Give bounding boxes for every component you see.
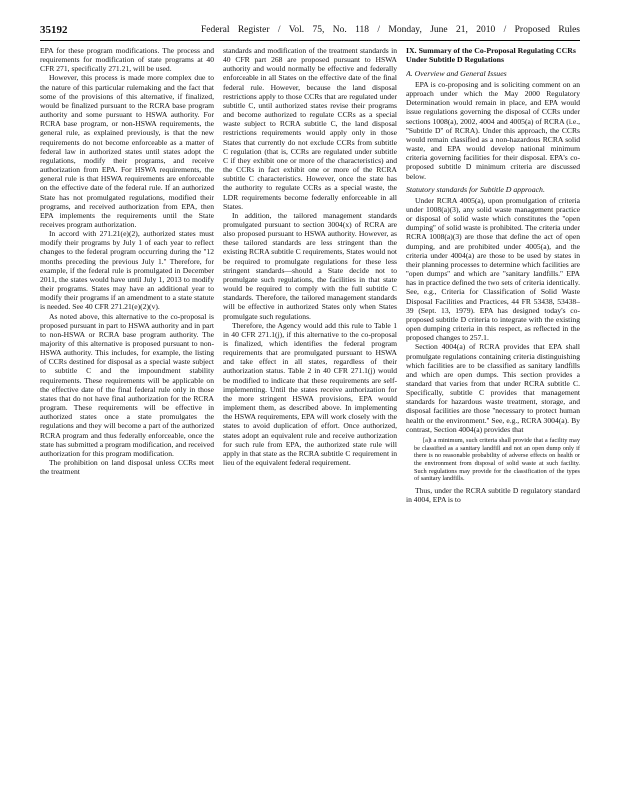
paragraph: In accord with 271.21(e)(2), authorized states must modify their programs by July 1 of each year to reflect changes to the federal program occurring during the ''12 months preceding the previous July 1.'' Therefore, for example, if the federal rule is promulgated in December 2011, the states would have until July 1, 2013 to modify their programs. States may have an additional year to modify their programs if an amendment to a state statute is needed. See 40 CFR 271.21(e)(2)(v). <box>40 229 214 312</box>
paragraph: As noted above, this alternative to the co-proposal is proposed pursuant in part to HSWA authority and in part to non-HSWA or RCRA base program authority. The majority of this alternative is proposed pursuant to non-HSWA authority. This includes, for example, the listing of CCRs destined for disposal as a special waste subject to subtitle C and the impoundment stability requirements. These requirements will be applicable on the effective date of the final federal rule only in those states that do not have final authorization for the RCRA program. These requirements will be effective in authorized states once a state promulgates the regulations and they will become a part of the authorized RCRA program and thus federally enforceable, once the state has submitted a program modification, and received authorization for this program modification. <box>40 311 214 458</box>
text-column-1 <box>40 46 214 788</box>
paragraph: standards and modification of the treatment standards in 40 CFR part 268 are proposed pursuant to HSWA authority and would normally be effective and federally enforceable in all States on the effective date of the final federal rule. However, because the land disposal restrictions apply to those CCRs that are regulated under subtitle C, until authorized states revise their programs and become authorized to regulate CCRs as a special waste subject to RCRA subtitle C, the land disposal restrictions requirements would apply only in those States that currently do not exclude CCRs from subtitle C regulation (that is, CCRs are regulated under subtitle C if they exhibit one or more of the characteristics) and the CCRs in fact exhibit one or more of the RCRA subtitle C characteristics. However, once the state has the authority to regulate CCRs as a special waste, the LDR requirements become federally enforceable in all States. <box>223 46 397 211</box>
header-rule <box>40 40 580 41</box>
subsection-heading: A. Overview and General Issues <box>406 68 507 78</box>
text-column-3 <box>406 46 580 788</box>
block-quote: [a]t a minimum, such criteria shall provide that a facility may be classified as a sanitary landfill and not an open dump only if there is no reasonable probability of adverse effects on health or the environment from disposal of solid waste at such facility. Such regulations may provide for the classification of the types of sanitary landfills. <box>414 436 580 483</box>
paragraph: The prohibition on land disposal unless CCRs meet the treatment <box>40 458 214 477</box>
text-column-2 <box>223 46 397 788</box>
paragraph: Under RCRA 4005(a), upon promulgation of criteria under 1008(a)(3), any solid waste management practice or disposal of solid waste which constitutes the ''open dumping'' of solid waste is prohibited. The criteria under RCRA 1008(a)(3) are those that define the act of open dumping, and are prohibited under 4005(a), and the criteria under 4004(a) are those to be used by states in their planning processes to determine which facilities are ''open dumps'' and which are ''sanitary landfills.'' EPA has in practice defined the two sets of criteria identically. See, e.g., Criteria for Classification of Solid Waste Disposal Facilities and Practices, 44 FR 53438, 53438–39 (Sept. 13, 1979). EPA has designed today's co-proposed subtitle D criteria to integrate with the existing open dumping criteria in this respect, as reflected in the proposed changes to 257.1. <box>406 195 580 343</box>
paragraph: Therefore, the Agency would add this rule to Table 1 in 40 CFR 271.1(j), if this alternative to the co-proposal is finalized, which identifies the federal program requirements that are promulgated pursuant to HSWA and take effect in all states, regardless of their authorization status. Table 2 in 40 CFR 271.1(j) would be modified to indicate that these requirements are self-implementing. Until the states receive authorization for the more stringent HSWA provisions, EPA would implement them, as described above. In implementing the HSWA requirements, EPA will work closely with the states to avoid duplication of effort. Once authorized, states adopt an equivalent rule and receive authorization for such rule from EPA, the authorized state rule will apply in that state as the RCRA subtitle C requirement in lieu of the equivalent federal requirement. <box>223 320 397 468</box>
paragraph: EPA is co-proposing and is soliciting comment on an approach under which the May 2000 Regulatory Determination would remain in place, and EPA would issue regulations governing the disposal of CCRs under sections 1008(a), 2002, 4004 and 4005(a) of RCRA (i.e., ''Subtitle D'' of RCRA). Under this approach, the CCRs would remain classified as a non-hazardous RCRA solid waste, and EPA would develop national minimum criteria governing facilities for their disposal. EPA's co-proposed subtitle D minimum criteria are discussed below. <box>406 79 580 181</box>
paragraph: EPA for these program modifications. The process and requirements for modification of state programs at 40 CFR 271, specifically 271.21, will be used. <box>40 46 214 74</box>
running-head: Federal Register / Vol. 75, No. 118 / Monday, June 21, 2010 / Proposed Rules <box>200 25 580 35</box>
paragraph: Thus, under the RCRA subtitle D regulatory standard in 4004, EPA is to <box>406 486 580 505</box>
paragraph: In addition, the tailored management standards promulgated pursuant to section 3004(x) of RCRA are also proposed pursuant to HSWA authority. However, as these tailored standards are less stringent than the existing RCRA subtitle C requirements, States would not be required to promulgate regulations for these less stringent standards—should a State decide not to promulgate such regulations, the facilities in that state would be required to comply with the full subtitle C standards. Therefore, the tailored management standards will be effective in authorized States only when States promulgate such regulations. <box>223 210 397 321</box>
paragraph: Section 4004(a) of RCRA provides that EPA shall promulgate regulations containing criteria distinguishing which facilities are to be classified as sanitary landfills and which are open dumps. This section provides a standard that varies from that under RCRA subtitle C. Specifically, subtitle C provides that management standards for hazardous waste treatment, storage, and disposal facilities are those ''necessary to protect human health or the environment.'' See, e.g., RCRA 3004(a). By contrast, Section 4004(a) provides that <box>406 342 580 434</box>
paragraph: However, this process is made more complex due to the nature of this particular rulemaking and the fact that some of the provisions of this alternative, if finalized, would be finalized pursuant to the RCRA base program authority and some pursuant to HSWA authority. For RCRA base program, or non-HSWA requirements, the general rule, as explained previously, is that the new requirements do not become enforceable as a matter of federal law in authorized states until states adopt the regulations, modify their programs, and receive authorization from EPA. For HSWA requirements, the general rule is that HSWA requirements are enforceable on the effective date of the federal rule. If an authorized State has not promulgated regulations, modified their programs, and received authorization from EPA, then EPA implements the requirements until the State receives program authorization. <box>40 73 214 229</box>
page-number: 35192 <box>40 24 68 36</box>
section-heading: IX. Summary of the Co-Proposal Regulating CCRs Under Subtitle D Regulations <box>406 46 576 65</box>
page-header <box>40 24 580 38</box>
subsection-heading: Statutory standards for Subtitle D approach. <box>406 184 545 194</box>
